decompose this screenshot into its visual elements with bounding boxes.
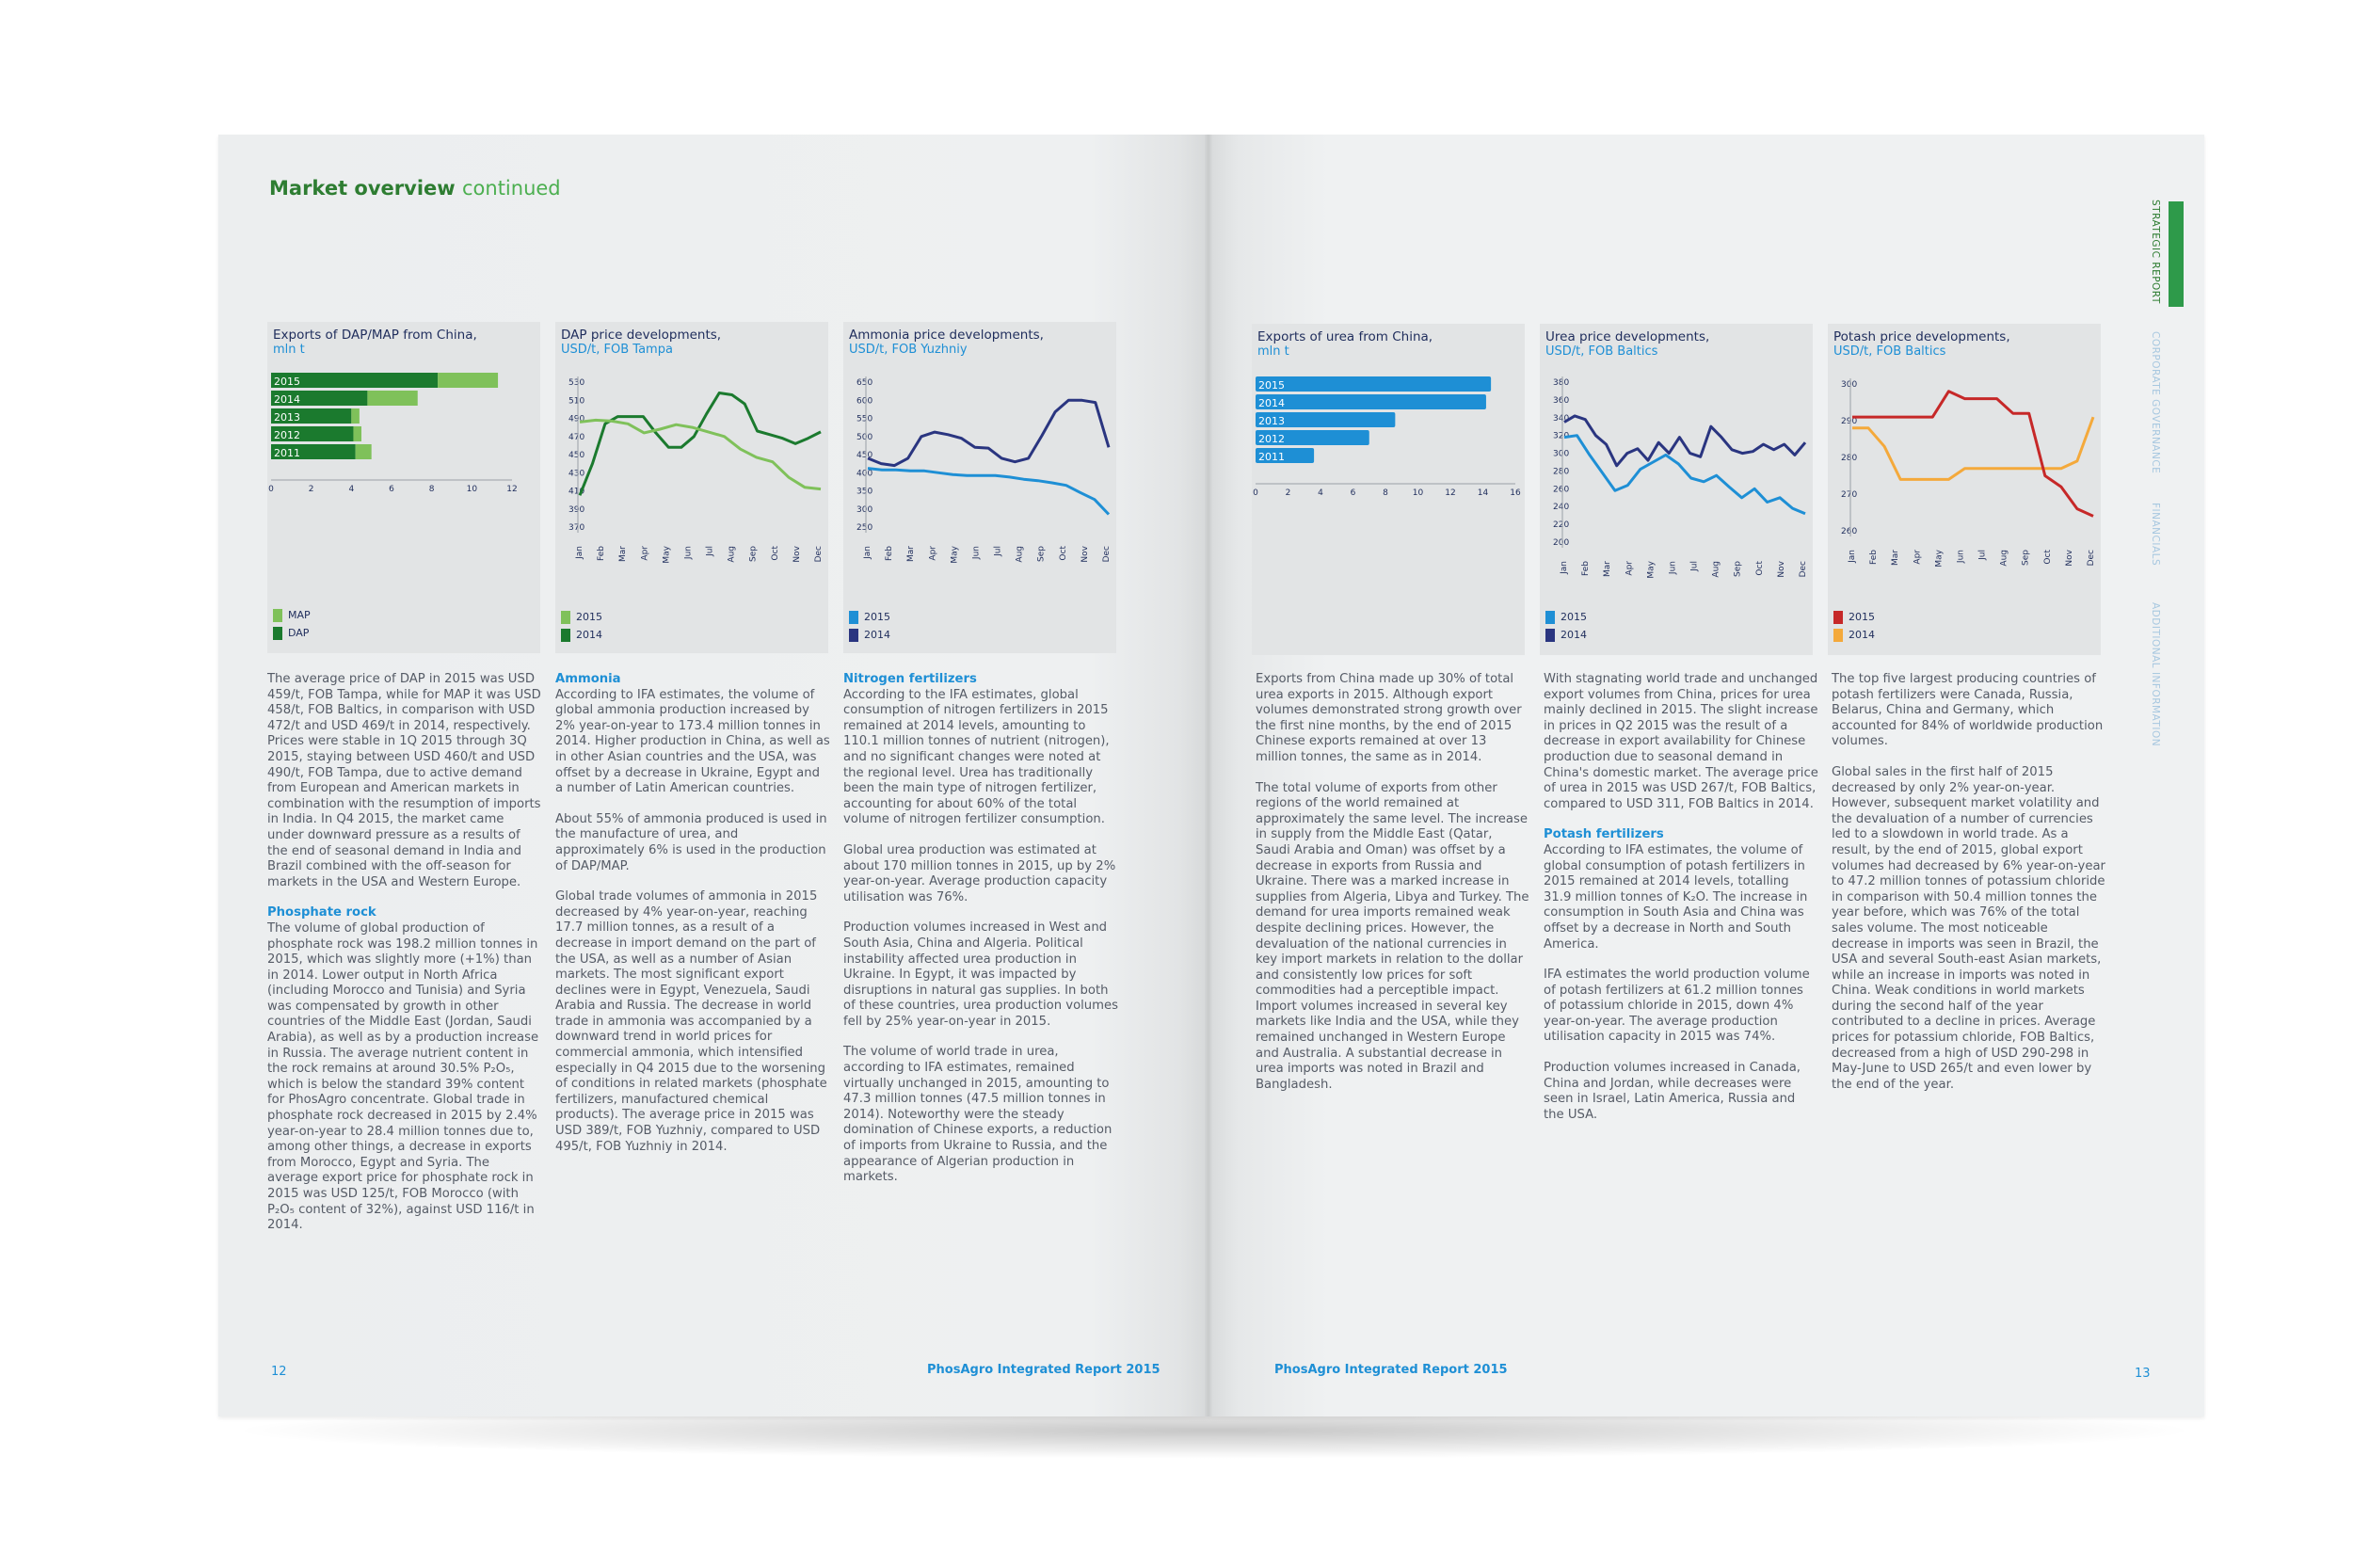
series-line-2014 <box>1852 417 2093 479</box>
y-tick-label: 450 <box>856 451 873 460</box>
bar-label-2014: 2014 <box>274 393 300 406</box>
series-line-2014 <box>868 400 1109 465</box>
paragraph: Production volumes increased in Canada, China and Jordan, while decreases were seen in Israel, Latin America, Russia and the USA. <box>1544 1061 1801 1122</box>
y-tick-label: 390 <box>568 504 585 515</box>
bar-label-2011: 2011 <box>1258 451 1285 463</box>
left-page-number: 12 <box>271 1365 287 1379</box>
x-tick-label: Feb <box>597 546 607 561</box>
chart-dap-map-exports <box>267 322 540 653</box>
paragraph: The volume of global production of phosphate rock was 198.2 million tonnes in 2015, which was slightly more (+1%) than in 2014. Lower output in North Africa (including Morocco and Tunisia) and Syria was compensated by growth in other countries of the Middle East (Jordan, Saudi Arabia), as well as by a production increase in Russia. The average nutrient content in the rock remains at around 30.5% P₂O₅, which is below the standard 39% content for PhosAgro concentrate. Global trade in phosphate rock decreased in 2015 by 2.4% year-on-year to 28.4 million tonnes due to, among other things, a decrease in exports from Morocco, Egypt and Syria. The average export price for phosphate rock in 2015 was USD 125/t, FOB Morocco (with P₂O₅ content of 32%), against USD 116/t in 2014. <box>267 920 539 1233</box>
chart-urea-exports <box>1252 324 1525 655</box>
paragraph: Global sales in the first half of 2015 decreased by only 2% year-on-year. However, subsequent market volatility and the devaluation of a number of currencies led to a slowdown in world trade. As a result, by the end of 2015, global export volumes had decreased by 6% year-on-year to 47.2 million tonnes of potassium chloride in comparison with 50.4 million tonnes the year before, which was 76% of the total sales volume. The most noticeable decrease in imports was seen in Brazil, the USA and several South-east Asian markets, while an increase in imports was noted in China. Weak conditions in world markets during the second half of the year contributed to a decline in prices. Average prices for potassium chloride, FOB Baltics, decreased from a high of USD 290-298 in May-June to USD 265/t and even lower by the end of the year. <box>1832 764 2105 1092</box>
x-tick-label: Mar <box>1891 550 1901 566</box>
legend-item-2015 <box>1545 608 1587 626</box>
x-tick-label: 10 <box>1412 488 1424 498</box>
x-tick-label: 8 <box>428 485 435 494</box>
paragraph: Global trade volumes of ammonia in 2015 decreased by 4% year-on-year, reaching 17.7 million tonnes, as a result of a decrease in import demand on the part of the USA, as well as a number of Asian markets. The most significant export declines were in Egypt, Venezuela, Saudi Arabia and Russia. The decrease in world trade in ammonia was accompanied by a downward trend in world prices for commercial ammonia, which intensified especially in Q4 2015 due to the worsening of conditions in related markets (phosphate fertilizers, manufactured chemical products). The average price in 2015 was USD 389/t, FOB Yuzhniy, compared to USD 495/t, FOB Yuzhniy in 2014. <box>555 889 827 1154</box>
y-tick-label: 280 <box>1553 467 1570 477</box>
bar-label-2013: 2013 <box>1258 415 1285 427</box>
x-tick-label: May <box>1646 561 1657 579</box>
x-tick-label: 6 <box>389 485 394 494</box>
bar-map-2011 <box>356 444 372 459</box>
x-tick-label: Dec <box>2087 550 2096 567</box>
x-tick-label: Sep <box>1733 561 1743 577</box>
chart-subtitle: USD/t, FOB Tampa <box>561 343 673 357</box>
paragraph: According to the IFA estimates, global consumption of nitrogen fertilizers in 2015 remained at 2014 levels, amounting to 110.1 million tonnes of nutrient (nitrogen), and no significant changes were noted at the regional level. Urea has traditionally been the main type of nitrogen fertilizer, accounting for about 60% of the total volume of nitrogen fertilizer consumption. <box>843 687 1110 827</box>
chart-legend <box>849 608 890 644</box>
y-tick-label: 370 <box>568 523 585 533</box>
right-page-number: 13 <box>2135 1367 2151 1381</box>
x-tick-label: Oct <box>1058 546 1068 561</box>
chart-ammonia-price <box>843 322 1116 653</box>
legend-label: 2015 <box>576 611 602 623</box>
x-tick-label: Aug <box>1015 546 1025 563</box>
x-tick-label: May <box>662 546 672 564</box>
legend-item-2015 <box>561 608 602 626</box>
paragraph: According to IFA estimates, the volume of global ammonia production increased by 2% year-on-year to 173.4 million tonnes in 2014. Higher production in China, as well as in other Asian countries and the USA, was offset by a decrease in Ukraine, Egypt and a number of Latin American countries. <box>555 687 830 796</box>
legend-item-map <box>273 606 311 624</box>
x-tick-label: Nov <box>1776 561 1786 578</box>
x-tick-label: Jul <box>705 546 715 556</box>
chart-legend <box>1545 608 1587 644</box>
side-tab-corporate-governance[interactable]: CORPORATE GOVERNANCE <box>2150 331 2161 474</box>
x-tick-label: Jan <box>1560 561 1569 574</box>
page-title <box>269 177 561 200</box>
x-tick-label: Aug <box>727 546 737 563</box>
series-line-2014 <box>1564 416 1805 466</box>
chart-subtitle: mln t <box>1257 344 1289 359</box>
legend-label: 2014 <box>1849 629 1875 641</box>
bar-label-2014: 2014 <box>1258 397 1285 409</box>
x-tick-label: Sep <box>748 546 759 562</box>
series-line-2014 <box>580 393 821 496</box>
legend-label: MAP <box>288 609 311 621</box>
y-tick-label: 300 <box>1841 380 1858 390</box>
x-tick-label: Nov <box>792 546 802 563</box>
right-report-name: PhosAgro Integrated Report 2015 <box>1274 1363 1508 1377</box>
bar-label-2011: 2011 <box>274 447 300 459</box>
y-tick-label: 650 <box>856 378 873 388</box>
x-tick-label: Oct <box>1754 561 1765 576</box>
y-tick-label: 320 <box>1553 431 1570 441</box>
bar-2014 <box>1256 394 1486 409</box>
legend-item-2014 <box>1833 626 1875 644</box>
x-tick-label: Jul <box>993 546 1003 556</box>
legend-label: 2015 <box>1561 611 1587 623</box>
x-tick-label: 4 <box>348 485 355 494</box>
chart-potash-price <box>1828 324 2101 655</box>
x-tick-label: 6 <box>1350 488 1356 498</box>
chart-subtitle: USD/t, FOB Baltics <box>1545 344 1658 359</box>
x-tick-label: 2 <box>308 485 314 494</box>
right-text-column-3 <box>1832 672 2106 1108</box>
x-tick-label: Oct <box>2042 550 2053 565</box>
left-text-column-1 <box>267 672 542 1249</box>
y-tick-label: 300 <box>1553 449 1570 459</box>
sidebar-active-marker <box>2169 201 2184 307</box>
series-line-2015 <box>580 420 821 488</box>
y-tick-label: 240 <box>1553 503 1570 513</box>
x-tick-label: Sep <box>1036 546 1047 562</box>
chart-panel-dap-price <box>555 322 828 653</box>
x-tick-label: 4 <box>1318 488 1323 498</box>
y-tick-label: 470 <box>568 432 585 442</box>
x-tick-label: 2 <box>1285 488 1291 498</box>
paragraph: Global urea production was estimated at about 170 million tonnes in 2015, up by 2% year-on-year. Average production capacity utilisation was 76%. <box>843 842 1116 904</box>
legend-label: 2014 <box>1561 629 1587 641</box>
x-tick-label: Apr <box>640 546 650 561</box>
y-tick-label: 500 <box>856 432 873 442</box>
y-tick-label: 260 <box>1553 485 1570 495</box>
x-tick-label: Aug <box>1711 561 1721 578</box>
paragraph: The top five largest producing countries of potash fertilizers were Canada, Russia, Belarus, China and Germany, which accounted for 84% of worldwide production volumes. <box>1832 672 2104 749</box>
legend-item-2014 <box>849 626 890 644</box>
y-tick-label: 300 <box>856 504 873 515</box>
bar-label-2012: 2012 <box>274 429 300 441</box>
bar-2015 <box>1256 376 1491 392</box>
chart-panel-ammonia-price <box>843 322 1116 653</box>
x-tick-label: Jun <box>1668 561 1678 575</box>
x-tick-label: Oct <box>770 546 780 561</box>
x-tick-label: Feb <box>1581 561 1592 576</box>
paragraph: Exports from China made up 30% of total urea exports in 2015. Although export volumes demonstrated strong growth over the first nine months, by the end of 2015 Chinese exports remained at over 13 million tonnes, the same as in 2014. <box>1256 672 1522 764</box>
y-tick-label: 290 <box>1841 417 1858 426</box>
paragraph: The average price of DAP in 2015 was USD 459/t, FOB Tampa, while for MAP it was USD 458/t, FOB Baltics, in comparison with USD 472/t and USD 469/t in 2014, respectively. Prices were stable in 1Q 2015 through 3Q 2015, staying between USD 460/t and USD 490/t, FOB Tampa, due to active demand from European and American markets in combination with the resumption of imports in India. In Q4 2015, the market came under downward pressure as a results of the end of seasonal demand in India and Brazil combined with the off-season for markets in the USA and Western Europe. <box>267 672 541 889</box>
side-tab-additional-information[interactable]: ADDITIONAL INFORMATION <box>2150 602 2161 747</box>
x-tick-label: May <box>950 546 960 564</box>
bar-label-2012: 2012 <box>1258 433 1285 445</box>
x-tick-label: Sep <box>2021 550 2031 566</box>
page-fold <box>1205 135 1212 1416</box>
x-tick-label: Jan <box>1848 550 1857 563</box>
bar-map-2012 <box>353 426 361 441</box>
chart-panel-urea-exports <box>1252 324 1525 655</box>
y-tick-label: 360 <box>1553 395 1570 406</box>
legend-item-2014 <box>1545 626 1587 644</box>
title-suffix: continued <box>461 177 561 200</box>
chart-title: Ammonia price developments, <box>849 328 1044 343</box>
x-tick-label: Jul <box>1977 550 1988 560</box>
x-tick-label: 12 <box>506 485 518 494</box>
bar-label-2013: 2013 <box>274 411 300 424</box>
legend-label: 2014 <box>576 629 602 641</box>
x-tick-label: 10 <box>466 485 478 494</box>
y-tick-label: 200 <box>1553 538 1570 548</box>
x-tick-label: 8 <box>1383 488 1388 498</box>
paragraph: With stagnating world trade and unchanged export volumes from China, prices for urea mainly declined in 2015. The slight increase in prices in Q2 2015 was the result of a decrease in export availability for Chinese production due to seasonal demand in China's domestic market. The average price of urea in 2015 was USD 267/t, FOB Baltics, compared to USD 311, FOB Baltics in 2014. <box>1544 672 1818 811</box>
x-tick-label: 16 <box>1510 488 1521 498</box>
chart-panel-potash-price <box>1828 324 2101 655</box>
y-tick-label: 220 <box>1553 520 1570 531</box>
chart-subtitle: USD/t, FOB Yuzhniy <box>849 343 968 357</box>
y-tick-label: 450 <box>568 451 585 460</box>
x-tick-label: Jun <box>683 546 694 560</box>
y-tick-label: 280 <box>1841 454 1858 463</box>
left-report-name: PhosAgro Integrated Report 2015 <box>927 1363 1160 1377</box>
chart-dap-price <box>555 322 828 653</box>
paragraph: About 55% of ammonia produced is used in the manufacture of urea, and approximately 6% is used in the production of DAP/MAP. <box>555 811 827 873</box>
chart-title: Potash price developments, <box>1833 329 2010 344</box>
x-tick-label: Feb <box>1869 550 1880 565</box>
y-tick-label: 260 <box>1841 527 1858 536</box>
chart-legend <box>273 606 311 642</box>
chart-title: DAP price developments, <box>561 328 722 343</box>
x-tick-label: Apr <box>1625 561 1635 576</box>
paragraph: IFA estimates the world production volume of potash fertilizers at 61.2 million tonnes of potassium chloride in 2015, down 4% year-on-year. The average production utilisation capacity in 2015 was 74%. <box>1544 968 1810 1045</box>
chart-subtitle: mln t <box>273 343 305 357</box>
chart-legend <box>1833 608 1875 644</box>
legend-label: 2015 <box>1849 611 1875 623</box>
y-tick-label: 550 <box>856 414 873 424</box>
x-tick-label: Jun <box>971 546 982 560</box>
y-tick-label: 380 <box>1553 378 1570 388</box>
right-text-column-1 <box>1256 672 1530 1108</box>
paragraph: According to IFA estimates, the volume of global consumption of potash fertilizers in 2015 remained at 2014 levels, totalling 31.9 million tonnes of K₂O. The increase in consumption in South Asia and China was offset by a decrease in North and South America. <box>1544 842 1808 952</box>
right-text-column-2 <box>1544 672 1818 1138</box>
paragraph: The volume of world trade in urea, according to IFA estimates, remained virtually unchanged in 2015, amounting to 47.3 million tonnes (47.5 million tonnes in 2014). Noteworthy were the steady domination of Chinese exports, a reduction of imports from Ukraine to Russia, and the appearance of Algerian production in markets. <box>843 1045 1112 1185</box>
y-tick-label: 410 <box>568 487 585 497</box>
y-tick-label: 250 <box>856 523 873 533</box>
y-tick-label: 490 <box>568 414 585 424</box>
x-tick-label: Aug <box>1999 550 2009 567</box>
section-heading: Nitrogen fertilizers <box>843 672 977 686</box>
x-tick-label: May <box>1934 550 1945 568</box>
legend-item-2015 <box>849 608 890 626</box>
series-line-2015 <box>868 469 1109 515</box>
y-tick-label: 510 <box>568 396 585 407</box>
x-tick-label: 12 <box>1445 488 1456 498</box>
y-tick-label: 340 <box>1553 413 1570 424</box>
x-tick-label: Feb <box>885 546 895 561</box>
chart-panel-dap-map-exports <box>267 322 540 653</box>
left-text-column-3 <box>843 672 1118 1201</box>
x-tick-label: Apr <box>928 546 938 561</box>
section-heading: Phosphate rock <box>267 905 376 920</box>
legend-item-2015 <box>1833 608 1875 626</box>
left-text-column-2 <box>555 672 830 1170</box>
x-tick-label: Dec <box>814 546 824 563</box>
chart-legend <box>561 608 602 644</box>
y-tick-label: 400 <box>856 469 873 479</box>
chart-title: Exports of DAP/MAP from China, <box>273 328 477 343</box>
legend-item-dap <box>273 624 311 642</box>
x-tick-label: 0 <box>268 485 274 494</box>
side-tab-financials[interactable]: FINANCIALS <box>2150 503 2161 567</box>
y-tick-label: 530 <box>568 378 585 388</box>
legend-label: 2015 <box>864 611 890 623</box>
bar-map-2015 <box>438 373 498 388</box>
x-tick-label: Dec <box>1799 561 1808 578</box>
chart-panel-urea-price <box>1540 324 1813 655</box>
paragraph: The total volume of exports from other regions of the world remained at approximately the same level. The increase in supply from the Middle East (Qatar, Saudi Arabia and Oman) was offset by a decrease in exports from Russia and Ukraine. There was a marked increase in supplies from Algeria, Libya and Turkey. The demand for urea imports remained weak despite declining prices. However, the devaluation of the national currencies in key import markets in relation to the dollar and consistently low prices for soft commodities had a perceptible impact. Import volumes increased in several key markets like India and the USA, while they remained unchanged in Western Europe and Australia. A substantial decrease in urea imports was noted in Brazil and Bangladesh. <box>1256 780 1529 1092</box>
bar-label-2015: 2015 <box>1258 379 1285 392</box>
bar-label-2015: 2015 <box>274 376 300 388</box>
side-tab-strategic-report[interactable]: STRATEGIC REPORT <box>2150 200 2161 304</box>
bar-map-2013 <box>351 408 360 424</box>
legend-label: DAP <box>288 627 310 639</box>
x-tick-label: Jan <box>863 546 872 559</box>
y-tick-label: 270 <box>1841 490 1858 500</box>
y-tick-label: 600 <box>856 396 873 407</box>
legend-label: 2014 <box>864 629 890 641</box>
x-tick-label: Dec <box>1102 546 1112 563</box>
paragraph: Production volumes increased in West and South Asia, China and Algeria. Political instability affected urea production in Ukraine. In Egypt, it was impacted by disruptions in natural gas supplies. In both of these countries, urea production volumes fell by 25% year-on-year in 2015. <box>843 920 1118 1029</box>
x-tick-label: Nov <box>2064 550 2074 567</box>
x-tick-label: Mar <box>1603 561 1613 577</box>
bar-map-2014 <box>367 391 417 406</box>
x-tick-label: Jul <box>1689 561 1700 571</box>
section-heading: Ammonia <box>555 672 621 686</box>
x-tick-label: Jun <box>1956 550 1966 564</box>
x-tick-label: 0 <box>1253 488 1258 498</box>
section-heading: Potash fertilizers <box>1544 827 1664 842</box>
y-tick-label: 350 <box>856 487 873 497</box>
x-tick-label: Mar <box>618 546 629 562</box>
chart-subtitle: USD/t, FOB Baltics <box>1833 344 1946 359</box>
title-main: Market overview <box>269 177 456 200</box>
legend-item-2014 <box>561 626 602 644</box>
y-tick-label: 430 <box>568 469 585 479</box>
chart-title: Urea price developments, <box>1545 329 1710 344</box>
x-tick-label: Apr <box>1913 550 1923 565</box>
x-tick-label: Mar <box>906 546 917 562</box>
x-tick-label: 14 <box>1477 488 1489 498</box>
x-tick-label: Nov <box>1080 546 1090 563</box>
x-tick-label: Jan <box>575 546 584 559</box>
chart-title: Exports of urea from China, <box>1257 329 1433 344</box>
chart-urea-price <box>1540 324 1813 655</box>
